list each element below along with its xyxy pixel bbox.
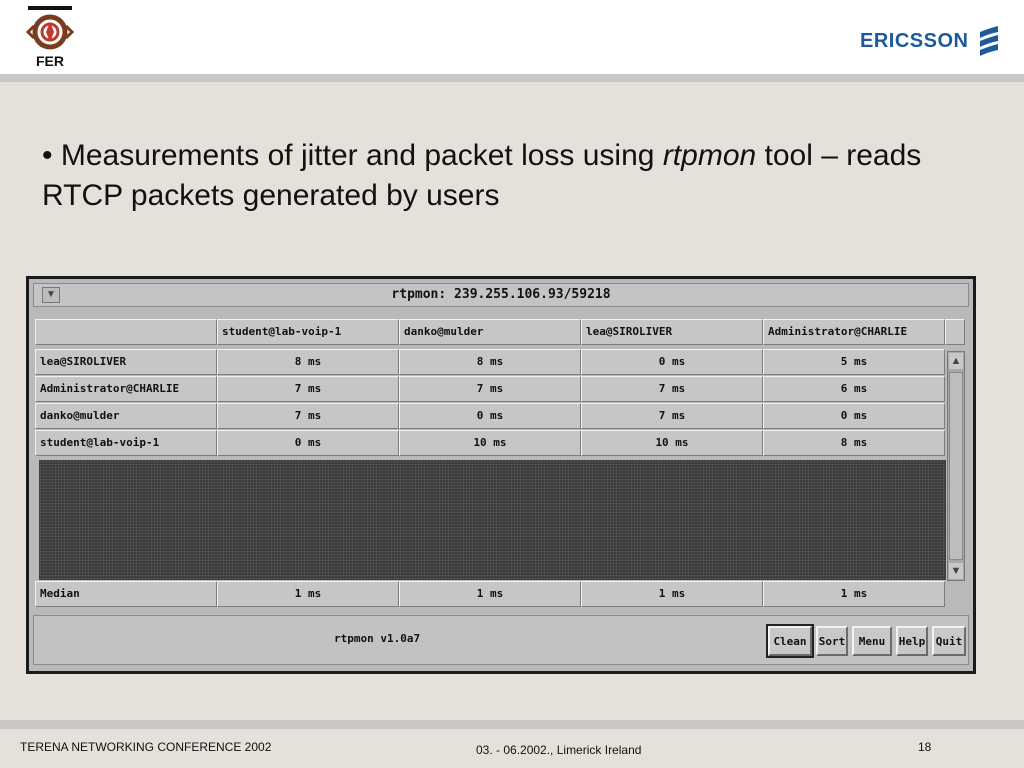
row-label: lea@SIROLIVER — [35, 349, 217, 375]
bullet-prefix: • Measurements of jitter and packet loss using — [42, 139, 663, 172]
table-cell: 7 ms — [217, 403, 399, 429]
scroll-thumb[interactable] — [949, 372, 963, 560]
vertical-scrollbar[interactable] — [947, 351, 965, 581]
header-filler — [945, 319, 965, 345]
help-button[interactable]: Help — [896, 626, 928, 656]
column-header: lea@SIROLIVER — [581, 319, 763, 345]
column-header: student@lab-voip-1 — [217, 319, 399, 345]
version-label: rtpmon v1.0a7 — [334, 632, 421, 645]
ericsson-logo-text: ERICSSON — [860, 30, 969, 52]
table-cell: 0 ms — [399, 403, 581, 429]
bullet-tool-name: rtpmon — [662, 139, 757, 172]
table-cell: 5 ms — [763, 349, 945, 375]
table-cell: 10 ms — [399, 430, 581, 456]
bullet-suffix: tool – reads RTCP packets generated by users — [42, 139, 922, 212]
row-label: danko@mulder — [35, 403, 217, 429]
footer-conference: TERENA NETWORKING CONFERENCE 2002 — [20, 740, 272, 754]
page-number: 18 — [918, 740, 932, 754]
column-header: Administrator@CHARLIE — [763, 319, 945, 345]
row-label: student@lab-voip-1 — [35, 430, 217, 456]
table-corner-cell — [35, 319, 217, 345]
window-body — [29, 279, 973, 671]
header-bar — [0, 0, 1024, 74]
ericsson-icon — [978, 26, 1000, 56]
status-bar — [33, 615, 969, 665]
footer-divider — [0, 720, 1024, 729]
fer-logo-text: FER — [36, 53, 64, 68]
window-menu-button[interactable]: ▼ — [42, 287, 60, 303]
sort-button[interactable]: Sort — [816, 626, 848, 656]
median-cell: 1 ms — [217, 581, 399, 607]
menu-button[interactable]: Menu — [852, 626, 892, 656]
window-titlebar[interactable] — [33, 283, 969, 307]
empty-table-area — [39, 460, 946, 580]
table-cell: 8 ms — [763, 430, 945, 456]
column-header: danko@mulder — [399, 319, 581, 345]
table-cell: 7 ms — [399, 376, 581, 402]
quit-button[interactable]: Quit — [932, 626, 966, 656]
footer-location-date: 03. - 06.2002., Limerick Ireland — [476, 743, 642, 757]
bullet-text — [42, 136, 992, 216]
table-cell: 7 ms — [581, 376, 763, 402]
scroll-up-icon[interactable]: ▲ — [950, 355, 962, 367]
row-label: Administrator@CHARLIE — [35, 376, 217, 402]
table-cell: 7 ms — [217, 376, 399, 402]
table-cell: 0 ms — [763, 403, 945, 429]
median-label: Median — [35, 581, 217, 607]
median-cell: 1 ms — [581, 581, 763, 607]
median-cell: 1 ms — [763, 581, 945, 607]
table-cell: 10 ms — [581, 430, 763, 456]
clean-button[interactable]: Clean — [768, 626, 812, 656]
fer-logo — [24, 6, 76, 68]
median-cell: 1 ms — [399, 581, 581, 607]
scroll-down-icon[interactable]: ▼ — [950, 565, 962, 577]
table-cell: 8 ms — [399, 349, 581, 375]
window-title: rtpmon: 239.255.106.93/59218 — [391, 287, 611, 302]
table-cell: 0 ms — [217, 430, 399, 456]
table-cell: 7 ms — [581, 403, 763, 429]
table-cell: 8 ms — [217, 349, 399, 375]
rtpmon-window — [26, 276, 976, 674]
table-cell: 0 ms — [581, 349, 763, 375]
table-cell: 6 ms — [763, 376, 945, 402]
header-divider — [0, 74, 1024, 82]
